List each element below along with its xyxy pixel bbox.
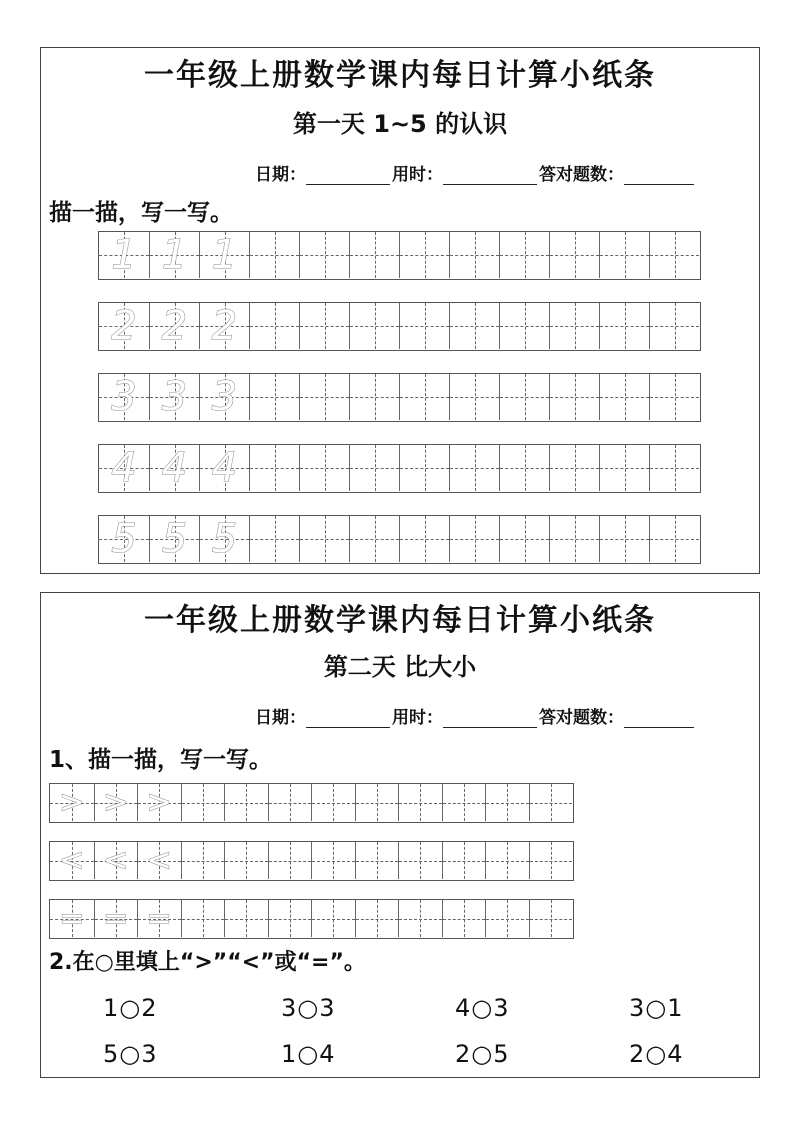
writing-cell[interactable] (398, 784, 442, 821)
worksheet-day-2 (40, 592, 760, 1078)
writing-cell[interactable] (549, 232, 599, 278)
writing-cell[interactable] (299, 232, 349, 278)
writing-cell[interactable] (249, 303, 299, 349)
trace-glyph: 5 (211, 516, 238, 562)
tracing-cell (94, 784, 138, 821)
section-label: 描一描，写一写。 (49, 200, 233, 226)
tracing-cell (94, 900, 138, 937)
writing-cell[interactable] (649, 516, 699, 562)
writing-cell[interactable] (449, 374, 499, 420)
writing-cell[interactable] (449, 232, 499, 278)
comparison-problem[interactable]: 2○4 (629, 1040, 684, 1068)
writing-cell[interactable] (355, 784, 399, 821)
tracing-cell (99, 516, 149, 562)
tracing-cell (50, 784, 94, 821)
trace-glyph: 4 (111, 445, 137, 491)
writing-cell[interactable] (529, 842, 573, 879)
writing-cell[interactable] (529, 900, 573, 937)
writing-cell[interactable] (485, 842, 529, 879)
time-label: 用时： (392, 708, 443, 728)
tracing-cell (94, 842, 138, 879)
writing-cell[interactable] (249, 516, 299, 562)
writing-cell[interactable] (499, 374, 549, 420)
worksheet-subtitle: 第一天 1~5 的认识 (292, 110, 508, 138)
trace-glyph: < (103, 843, 129, 878)
writing-cell[interactable] (349, 374, 399, 420)
time-label: 用时： (392, 165, 443, 185)
trace-glyph: 2 (211, 303, 238, 349)
writing-cell[interactable] (268, 842, 312, 879)
writing-cell[interactable] (549, 303, 599, 349)
writing-cell[interactable] (442, 900, 486, 937)
writing-cell[interactable] (499, 232, 549, 278)
tracing-cell (149, 303, 199, 349)
writing-cell[interactable] (224, 842, 268, 879)
writing-cell[interactable] (349, 232, 399, 278)
writing-cell[interactable] (529, 784, 573, 821)
trace-glyph: 1 (161, 232, 188, 278)
writing-cell[interactable] (549, 374, 599, 420)
writing-cell[interactable] (224, 784, 268, 821)
writing-cell[interactable] (449, 516, 499, 562)
writing-cell[interactable] (249, 445, 299, 491)
trace-glyph: = (103, 901, 129, 936)
tracing-cell (149, 374, 199, 420)
trace-glyph: > (146, 785, 172, 820)
tracing-row (98, 515, 701, 564)
tracing-cell (99, 303, 149, 349)
info-line (255, 160, 696, 185)
writing-cell[interactable] (599, 232, 649, 278)
trace-glyph: > (59, 785, 85, 820)
writing-cell[interactable] (649, 374, 699, 420)
tracing-cell (137, 900, 181, 937)
info-line (255, 703, 696, 728)
writing-cell[interactable] (599, 445, 649, 491)
comparison-problem[interactable]: 1○2 (103, 994, 158, 1022)
tracing-cell (149, 232, 199, 278)
writing-cell[interactable] (355, 842, 399, 879)
date-label: 日期： (255, 165, 306, 185)
writing-cell[interactable] (599, 303, 649, 349)
trace-glyph: 5 (161, 516, 188, 562)
writing-cell[interactable] (549, 445, 599, 491)
trace-glyph: 1 (111, 232, 137, 278)
correct-count-blank[interactable] (624, 709, 694, 728)
date-blank[interactable] (306, 166, 390, 185)
trace-glyph: 4 (211, 445, 238, 491)
writing-cell[interactable] (349, 516, 399, 562)
writing-cell[interactable] (181, 784, 225, 821)
trace-glyph: 2 (111, 303, 137, 349)
tracing-row (49, 841, 574, 881)
tracing-cell (99, 232, 149, 278)
writing-cell[interactable] (398, 900, 442, 937)
date-blank[interactable] (306, 709, 390, 728)
writing-cell[interactable] (299, 303, 349, 349)
worksheet-subtitle: 第二天 比大小 (323, 653, 477, 681)
section-1-label: 1、描一描，写一写。 (49, 747, 273, 773)
writing-cell[interactable] (485, 784, 529, 821)
comparison-problem[interactable]: 3○3 (281, 994, 336, 1022)
writing-cell[interactable] (442, 842, 486, 879)
comparison-problem[interactable]: 2○5 (455, 1040, 510, 1068)
tracing-row (98, 444, 701, 493)
writing-cell[interactable] (249, 232, 299, 278)
trace-glyph: 1 (211, 232, 238, 278)
writing-cell[interactable] (299, 374, 349, 420)
writing-cell[interactable] (442, 784, 486, 821)
comparison-problem[interactable]: 3○1 (629, 994, 684, 1022)
writing-cell[interactable] (649, 303, 699, 349)
trace-glyph: = (59, 901, 85, 936)
trace-glyph: < (146, 843, 172, 878)
writing-cell[interactable] (181, 842, 225, 879)
time-blank[interactable] (443, 166, 537, 185)
writing-cell[interactable] (599, 374, 649, 420)
tracing-cell (137, 784, 181, 821)
writing-cell[interactable] (181, 900, 225, 937)
tracing-cell (149, 516, 199, 562)
writing-cell[interactable] (399, 232, 449, 278)
comparison-problem[interactable]: 4○3 (455, 994, 510, 1022)
writing-cell[interactable] (268, 900, 312, 937)
tracing-cell (149, 445, 199, 491)
trace-glyph: 3 (211, 374, 238, 420)
tracing-row (49, 783, 574, 823)
writing-cell[interactable] (399, 374, 449, 420)
correct-count-label: 答对题数： (539, 165, 624, 185)
writing-cell[interactable] (399, 516, 449, 562)
writing-cell[interactable] (449, 303, 499, 349)
trace-glyph: < (59, 843, 85, 878)
comparison-problem[interactable]: 5○3 (103, 1040, 158, 1068)
trace-glyph: 4 (161, 445, 188, 491)
tracing-row (98, 231, 701, 280)
writing-cell[interactable] (449, 445, 499, 491)
writing-cell[interactable] (299, 445, 349, 491)
writing-cell[interactable] (499, 445, 549, 491)
trace-glyph: > (103, 785, 129, 820)
correct-count-blank[interactable] (624, 166, 694, 185)
tracing-row (98, 373, 701, 422)
writing-cell[interactable] (349, 303, 399, 349)
trace-glyph: 3 (111, 374, 137, 420)
date-label: 日期： (255, 708, 306, 728)
worksheet-title: 一年级上册数学课内每日计算小纸条 (144, 603, 656, 638)
writing-cell[interactable] (299, 516, 349, 562)
tracing-cell (50, 900, 94, 937)
section-2-label: 2.在○里填上“>”“<”或“=”。 (49, 950, 366, 975)
tracing-cell (137, 842, 181, 879)
trace-glyph: 2 (161, 303, 188, 349)
writing-cell[interactable] (485, 900, 529, 937)
tracing-cell (199, 232, 249, 278)
writing-cell[interactable] (398, 842, 442, 879)
writing-cell[interactable] (311, 784, 355, 821)
writing-cell[interactable] (311, 900, 355, 937)
writing-cell[interactable] (249, 374, 299, 420)
writing-cell[interactable] (499, 516, 549, 562)
writing-cell[interactable] (355, 900, 399, 937)
writing-cell[interactable] (399, 303, 449, 349)
trace-glyph: 5 (111, 516, 137, 562)
tracing-row (98, 302, 701, 351)
writing-cell[interactable] (649, 232, 699, 278)
writing-cell[interactable] (399, 445, 449, 491)
writing-cell[interactable] (311, 842, 355, 879)
tracing-cell (199, 374, 249, 420)
tracing-cell (199, 445, 249, 491)
trace-glyph: 3 (161, 374, 188, 420)
tracing-cell (199, 303, 249, 349)
tracing-cell (199, 516, 249, 562)
writing-cell[interactable] (268, 784, 312, 821)
worksheet-day-1 (40, 47, 760, 574)
tracing-row (49, 899, 574, 939)
tracing-cell (50, 842, 94, 879)
trace-glyph: = (146, 901, 172, 936)
worksheet-title: 一年级上册数学课内每日计算小纸条 (144, 58, 656, 93)
writing-cell[interactable] (599, 516, 649, 562)
writing-cell[interactable] (549, 516, 599, 562)
tracing-cell (99, 445, 149, 491)
tracing-cell (99, 374, 149, 420)
writing-cell[interactable] (649, 445, 699, 491)
writing-cell[interactable] (499, 303, 549, 349)
correct-count-label: 答对题数： (539, 708, 624, 728)
writing-cell[interactable] (349, 445, 399, 491)
time-blank[interactable] (443, 709, 537, 728)
comparison-problem[interactable]: 1○4 (281, 1040, 336, 1068)
writing-cell[interactable] (224, 900, 268, 937)
